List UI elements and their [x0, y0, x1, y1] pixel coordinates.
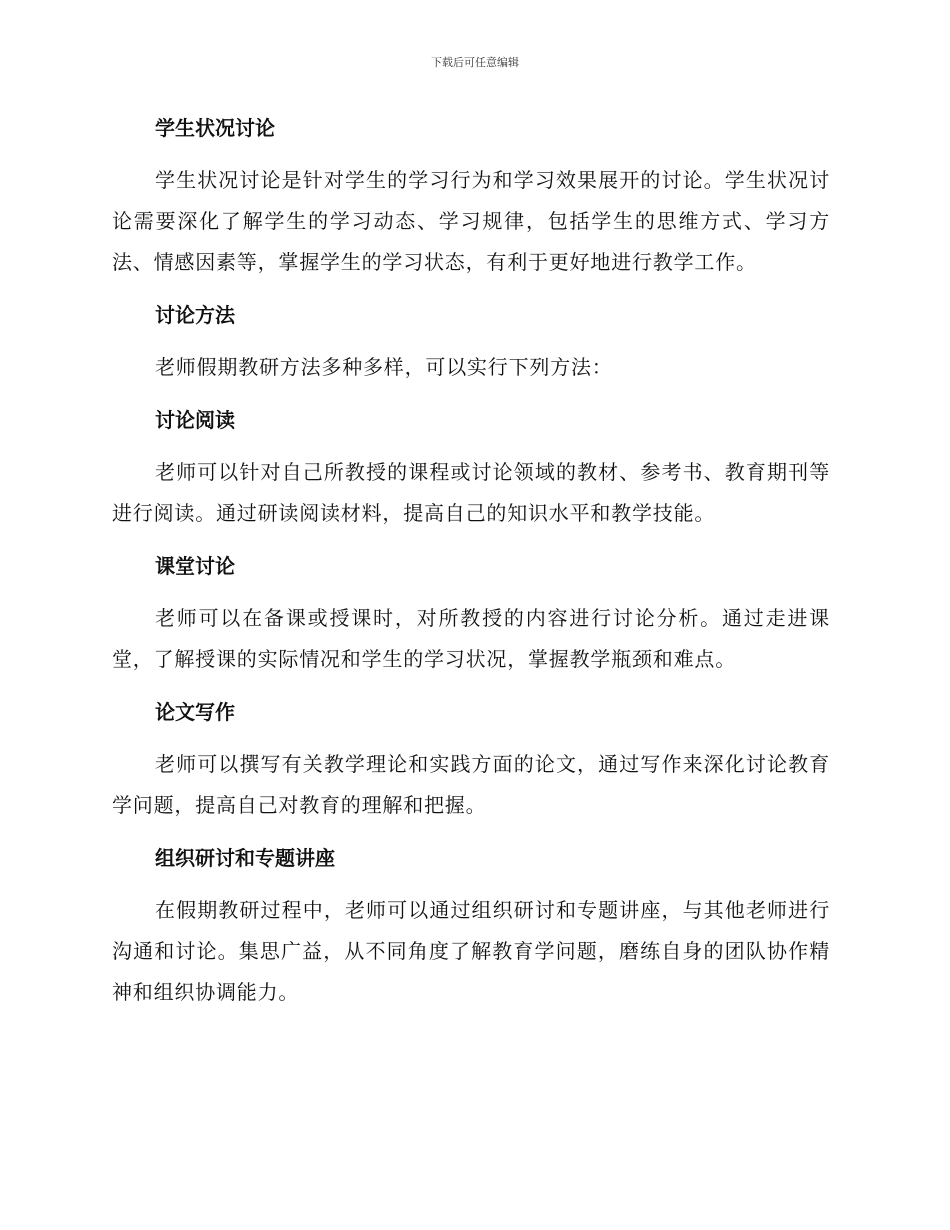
page-header: 下载后可任意编辑	[431, 56, 519, 69]
paragraph-seminars: 在假期教研过程中，老师可以通过组织研讨和专题讲座，与其他老师进行沟通和讨论。集思广益，从不同角度了解教育学问题，磨练自身的团队协作精神和组织协调能力。	[112, 898, 830, 1004]
paragraph-classroom: 老师可以在备课或授课时，对所教授的内容进行讨论分析。通过走进课堂，了解授课的实际情况和学生的学习状况，掌握教学瓶颈和难点。	[112, 606, 830, 671]
paragraph-methods: 老师假期教研方法多种多样，可以实行下列方法：	[155, 355, 613, 379]
section-heading-paper-writing: 论文写作	[155, 700, 235, 724]
section-heading-classroom: 课堂讨论	[155, 554, 235, 578]
section-heading-student-status: 学生状况讨论	[155, 116, 275, 140]
section-heading-reading: 讨论阅读	[155, 408, 235, 432]
section-heading-seminars: 组织研讨和专题讲座	[155, 846, 335, 870]
document-body	[112, 108, 830, 1025]
section-heading-methods: 讨论方法	[155, 303, 235, 327]
paragraph-paper-writing: 老师可以撰写有关教学理论和实践方面的论文，通过写作来深化讨论教育学问题，提高自己对教育的理解和把握。	[112, 752, 830, 817]
paragraph-student-status: 学生状况讨论是针对学生的学习行为和学习效果展开的讨论。学生状况讨论需要深化了解学生的学习动态、学习规律，包括学生的思维方式、学习方法、情感因素等，掌握学生的学习状态，有利于更好地进行教学工作。	[112, 168, 830, 274]
paragraph-reading: 老师可以针对自己所教授的课程或讨论领域的教材、参考书、教育期刊等进行阅读。通过研读阅读材料，提高自己的知识水平和教学技能。	[112, 460, 830, 525]
